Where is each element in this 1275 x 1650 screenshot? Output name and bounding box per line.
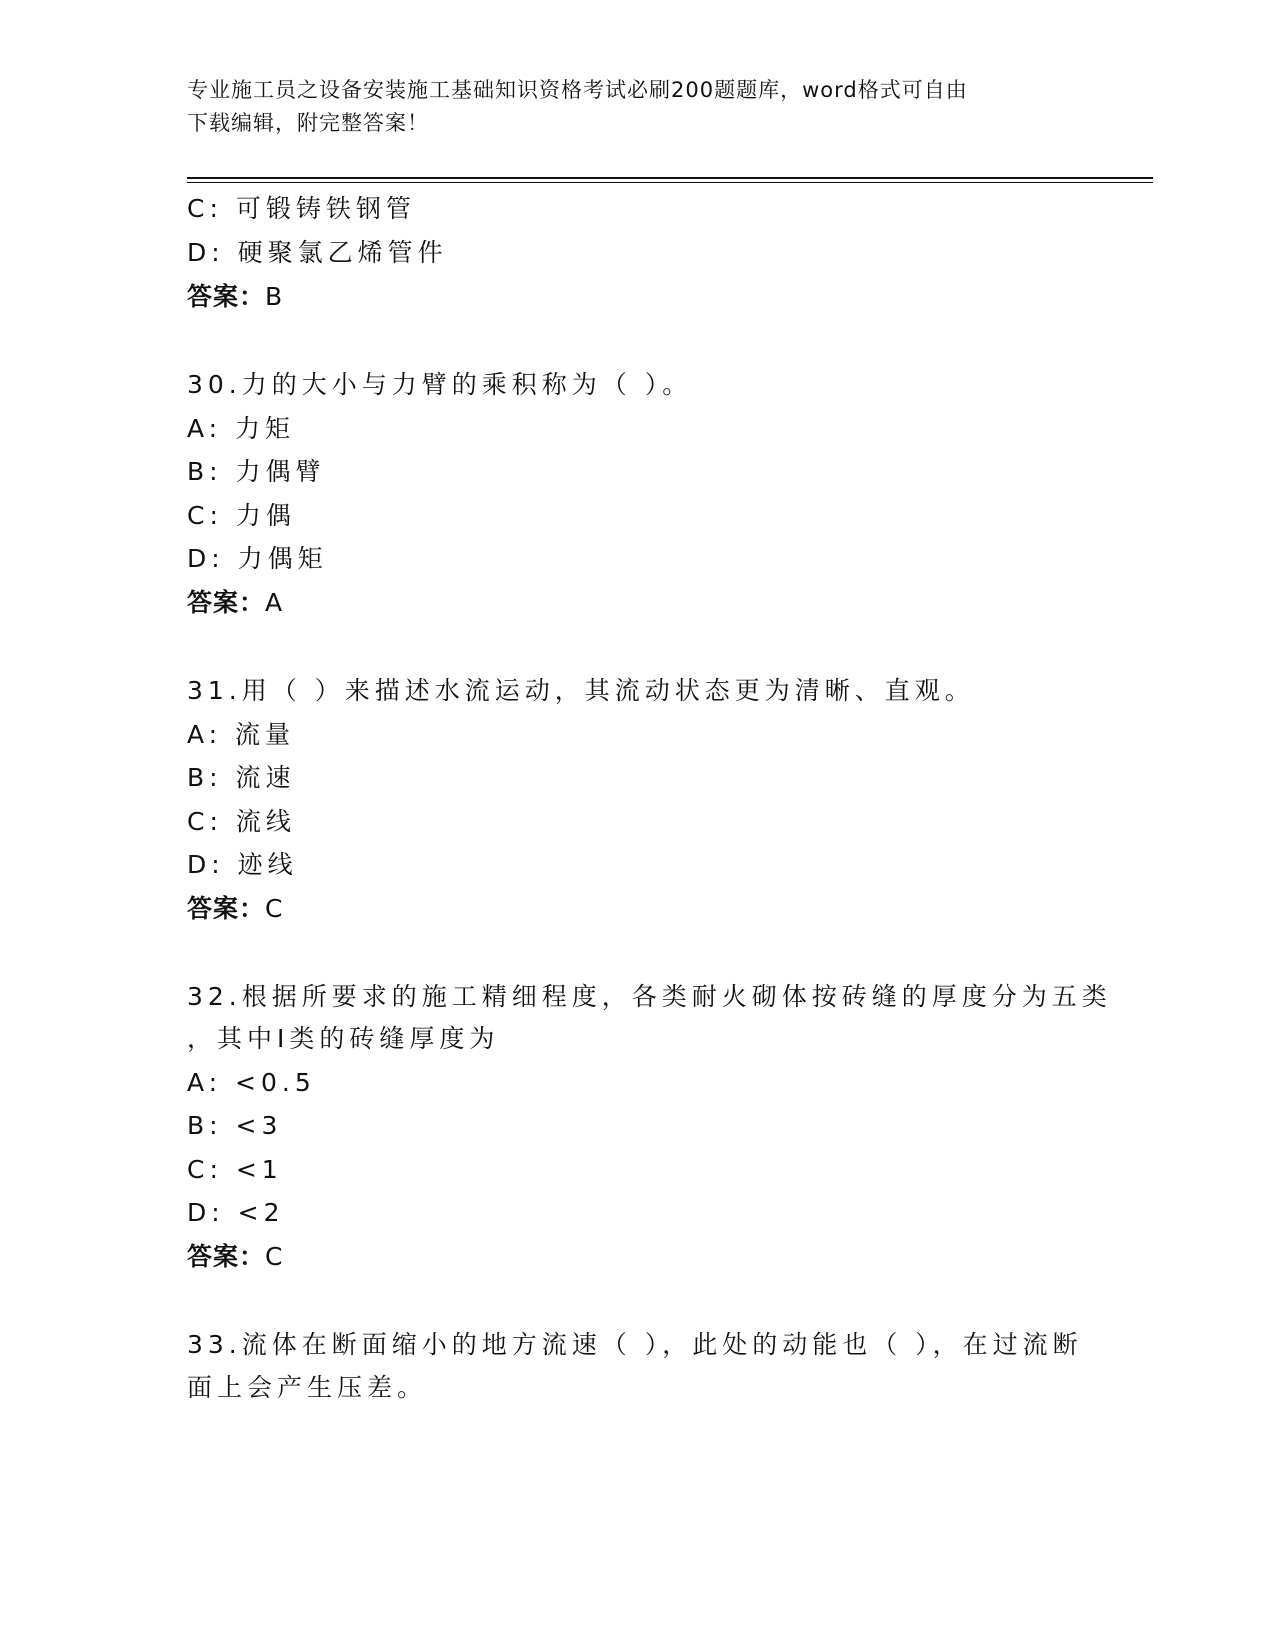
q30-option-b: B: 力偶臂 xyxy=(187,457,326,486)
q33-stem-line-2: 面上会产生压差。 xyxy=(187,1373,428,1402)
q31-option-a: A: 流量 xyxy=(187,720,296,749)
q30-answer xyxy=(187,587,283,619)
answer-value: C xyxy=(265,1242,284,1271)
answer-label: 答案： xyxy=(187,282,266,311)
answer-label: 答案： xyxy=(187,1242,266,1271)
q31-option-d: D: 迹线 xyxy=(187,850,298,879)
header-line-2: 下载编辑，附完整答案！ xyxy=(187,111,429,135)
q31-option-b: B: 流速 xyxy=(187,763,296,792)
q31-option-c: C: 流线 xyxy=(187,807,296,836)
prev-answer xyxy=(187,281,283,313)
document-header xyxy=(187,74,1087,140)
q32-option-c: C: <1 xyxy=(187,1155,283,1184)
q31-answer xyxy=(187,893,283,925)
answer-label: 答案： xyxy=(187,894,266,923)
q33-stem-line-1: 33.流体在断面缩小的地方流速（ ），此处的动能也（ ），在过流断 xyxy=(187,1330,1083,1359)
header-divider-thin xyxy=(187,182,1153,183)
q32-stem-line-1: 32.根据所要求的施工精细程度，各类耐火砌体按砖缝的厚度分为五类 xyxy=(187,982,1112,1011)
answer-value: A xyxy=(265,588,284,617)
q32-answer xyxy=(187,1241,283,1273)
q32-option-a: A: <0.5 xyxy=(187,1068,316,1097)
q32-option-b: B: <3 xyxy=(187,1111,283,1140)
answer-value: C xyxy=(265,894,284,923)
header-divider-thick xyxy=(187,177,1153,179)
q30-option-a: A: 力矩 xyxy=(187,414,296,443)
q32-stem-line-2: ，其中I类的砖缝厚度为 xyxy=(187,1024,500,1053)
q32-option-d: D: <2 xyxy=(187,1198,285,1227)
q31-stem: 31.用（ ）来描述水流运动，其流动状态更为清晰、直观。 xyxy=(187,676,975,705)
answer-label: 答案： xyxy=(187,588,266,617)
prev-option-d: D: 硬聚氯乙烯管件 xyxy=(187,238,448,267)
q30-option-c: C: 力偶 xyxy=(187,501,296,530)
q30-stem: 30.力的大小与力臂的乘积称为（ ）。 xyxy=(187,370,693,399)
q30-option-d: D: 力偶矩 xyxy=(187,544,328,573)
header-line-1: 专业施工员之设备安装施工基础知识资格考试必刷200题题库，word格式可自由 xyxy=(187,78,968,102)
prev-option-c: C: 可锻铸铁钢管 xyxy=(187,194,416,223)
answer-value: B xyxy=(265,282,284,311)
